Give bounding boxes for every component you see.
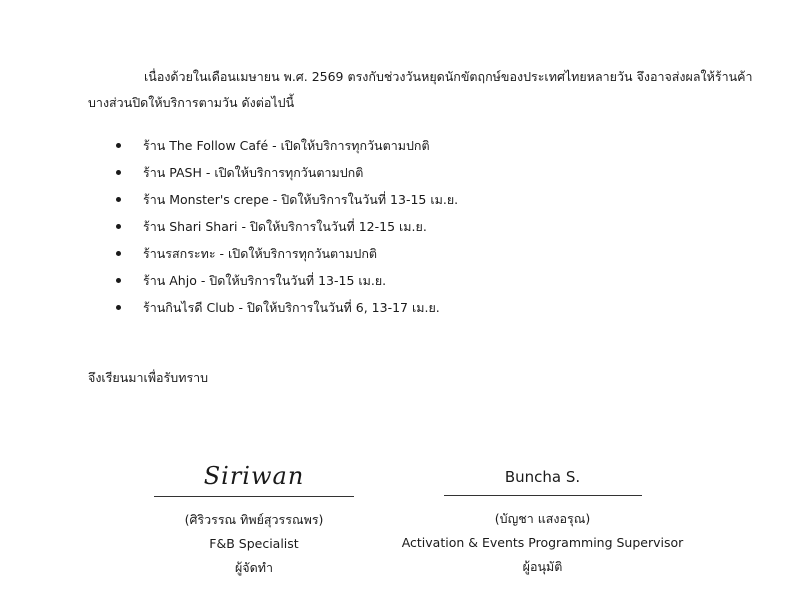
bullet-icon [116,305,121,310]
closing-line: จึงเรียนมาเพื่อรับทราบ [88,370,209,385]
signature-block-preparer [154,458,354,579]
shop-schedule-text: ร้านรสกระทะ - เปิดให้บริการทุกวันตามปกติ [143,245,378,261]
bullet-icon [116,224,121,229]
handwritten-signature: Siriwan [203,462,305,490]
list-item [116,294,458,321]
signer-name: (บัญชา แสงอรุณ) [494,511,591,526]
bullet-icon [116,197,121,202]
list-item [116,240,458,267]
signature-block-approver [400,462,685,578]
shop-schedule-text: ร้าน Shari Shari - ปิดให้บริการในวันที่ 12-15 เม.ย. [143,218,427,234]
signer-role: ผู้จัดทำ [234,560,274,575]
shop-schedule-text: ร้าน PASH - เปิดให้บริการทุกวันตามปกติ [143,164,364,180]
signer-role: ผู้อนุมัติ [522,559,563,574]
intro-paragraph [88,64,753,116]
shop-schedule-text: ร้าน The Follow Café - เปิดให้บริการทุกวันตามปกติ [143,137,430,153]
signer-name: (ศิริวรรณ ทิพย์สุวรรณพร) [184,512,324,527]
list-item [116,132,458,159]
signature-line [444,495,642,496]
signature-line [154,496,354,497]
bullet-icon [116,170,121,175]
shop-schedule-text: ร้าน Monster's crepe - ปิดให้บริการในวันที่ 13-15 เม.ย. [143,191,459,207]
list-item [116,186,458,213]
list-item [116,213,458,240]
list-item [116,159,458,186]
intro-line-1: เนื่องด้วยในเดือนเมษายน พ.ศ. 2569 ตรงกับช่วงวันหยุดนักขัตฤกษ์ของประเทศไทยหลายวัน จึงอาจส่งผลให้ร้านค้า [144,69,753,84]
typed-signature: Buncha S. [504,468,581,486]
shop-schedule-text: ร้าน Ahjo - ปิดให้บริการในวันที่ 13-15 เม.ย. [143,272,387,288]
shop-schedule-list [116,132,458,321]
bullet-icon [116,251,121,256]
signer-title: Activation & Events Programming Supervisor [401,535,684,550]
bullet-icon [116,278,121,283]
bullet-icon [116,143,121,148]
shop-schedule-text: ร้านกินไรดี Club - ปิดให้บริการในวันที่ 6, 13-17 เม.ย. [143,299,440,315]
intro-line-2: บางส่วนปิดให้บริการตามวัน ดังต่อไปนี้ [88,95,295,110]
signer-title: F&B Specialist [209,536,299,551]
list-item [116,267,458,294]
